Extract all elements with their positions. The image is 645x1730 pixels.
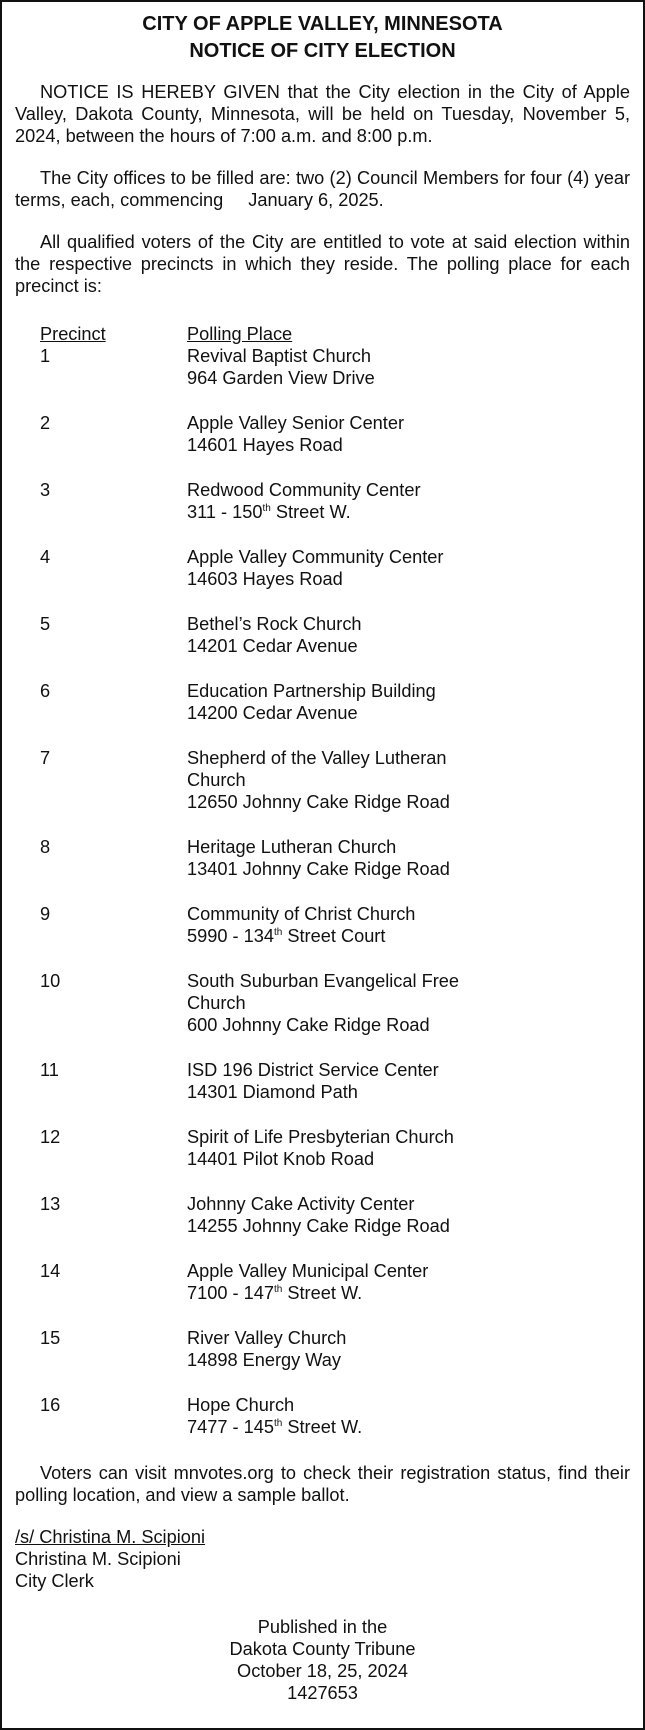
precinct-number: 11 bbox=[40, 1060, 59, 1080]
precinct-row bbox=[15, 412, 630, 456]
polling-place-name: Apple Valley Senior Center bbox=[187, 413, 405, 433]
polling-place-address bbox=[187, 1148, 487, 1170]
address-main: 14603 Hayes Road bbox=[187, 569, 343, 589]
polling-place-name: Heritage Lutheran Church bbox=[187, 837, 397, 857]
polling-place-address bbox=[187, 367, 487, 389]
precinct-row bbox=[15, 1260, 630, 1304]
polling-place-address bbox=[187, 1215, 487, 1237]
polling-place bbox=[187, 836, 487, 880]
address-main: 14898 Energy Way bbox=[187, 1350, 342, 1370]
polling-place bbox=[187, 1394, 487, 1438]
address-main: 14200 Cedar Avenue bbox=[187, 703, 358, 723]
publication-info bbox=[15, 1616, 630, 1704]
offices-date: January 6, 2025. bbox=[248, 190, 384, 210]
precinct-row bbox=[15, 1394, 630, 1438]
address-ordinal-suffix: th bbox=[273, 1284, 283, 1295]
notice-title-line2: NOTICE OF CITY ELECTION bbox=[189, 40, 456, 62]
address-main: 5990 - 134 bbox=[187, 926, 274, 946]
polling-place-address bbox=[187, 568, 487, 590]
address-main: 13401 Johnny Cake Ridge Road bbox=[187, 859, 450, 879]
polling-place bbox=[187, 1059, 487, 1103]
signer-title: City Clerk bbox=[15, 1571, 94, 1591]
precinct-row bbox=[15, 546, 630, 590]
precinct-row bbox=[15, 1059, 630, 1103]
column-header-precinct: Precinct bbox=[40, 324, 106, 344]
signature-block bbox=[15, 1526, 630, 1592]
precinct-row bbox=[15, 747, 630, 813]
precinct-number: 10 bbox=[40, 971, 61, 991]
polling-place-name: ISD 196 District Service Center bbox=[187, 1060, 439, 1080]
address-main: 14301 Diamond Path bbox=[187, 1082, 358, 1102]
polling-place bbox=[187, 747, 487, 813]
precinct-number: 16 bbox=[40, 1395, 61, 1415]
precinct-number: 8 bbox=[40, 837, 51, 857]
polling-place-name: Education Partnership Building bbox=[187, 681, 436, 701]
polling-place-address bbox=[187, 1014, 487, 1036]
address-street: Street W. bbox=[282, 1417, 363, 1437]
polling-place-address bbox=[187, 925, 487, 947]
polling-place-name: Johnny Cake Activity Center bbox=[187, 1194, 415, 1214]
address-ordinal-suffix: th bbox=[273, 927, 283, 938]
address-main: 600 Johnny Cake Ridge Road bbox=[187, 1015, 430, 1035]
precinct-row bbox=[15, 1193, 630, 1237]
address-street: Street Court bbox=[282, 926, 386, 946]
precinct-row bbox=[15, 345, 630, 389]
precinct-number: 2 bbox=[40, 413, 51, 433]
precinct-number: 15 bbox=[40, 1328, 61, 1348]
notice-title-line1: CITY OF APPLE VALLEY, MINNESOTA bbox=[142, 13, 503, 35]
polling-place-address bbox=[187, 858, 487, 880]
precinct-row bbox=[15, 479, 630, 523]
polling-place-address bbox=[187, 1081, 487, 1103]
precinct-list bbox=[15, 345, 630, 1438]
precinct-number: 6 bbox=[40, 681, 51, 701]
precinct-number: 12 bbox=[40, 1127, 61, 1147]
polling-place-name: Apple Valley Municipal Center bbox=[187, 1261, 429, 1281]
polling-place-name: South Suburban Evangelical Free Church bbox=[187, 971, 459, 1013]
polling-place bbox=[187, 680, 487, 724]
precinct-number: 1 bbox=[40, 346, 51, 366]
precinct-row bbox=[15, 903, 630, 947]
precinct-number: 9 bbox=[40, 904, 51, 924]
precinct-row bbox=[15, 1327, 630, 1371]
polling-place bbox=[187, 1126, 487, 1170]
address-ordinal-suffix: th bbox=[262, 503, 271, 514]
address-ordinal-suffix: th bbox=[273, 1418, 283, 1429]
precinct-number: 7 bbox=[40, 748, 51, 768]
address-street: Street W. bbox=[282, 1283, 363, 1303]
published-line2: Dakota County Tribune bbox=[229, 1639, 416, 1659]
polling-place bbox=[187, 1260, 487, 1304]
polling-place-address bbox=[187, 434, 487, 456]
polling-place-address bbox=[187, 1349, 487, 1371]
precinct-row bbox=[15, 836, 630, 880]
polling-place-name: Redwood Community Center bbox=[187, 480, 421, 500]
polling-place-name: Bethel’s Rock Church bbox=[187, 614, 362, 634]
precinct-row bbox=[15, 680, 630, 724]
precinct-row bbox=[15, 613, 630, 657]
voters-info-paragraph: Voters can visit mnvotes.org to check their registration status, find their polling location, and view a sample ballot. bbox=[15, 1463, 630, 1505]
column-header-polling-place: Polling Place bbox=[187, 324, 293, 344]
precinct-number: 4 bbox=[40, 547, 51, 567]
polling-place-address bbox=[187, 1282, 487, 1304]
polling-place bbox=[187, 479, 487, 523]
offices-paragraph bbox=[15, 167, 630, 211]
published-line4: 1427653 bbox=[287, 1683, 358, 1703]
polling-place-name: River Valley Church bbox=[187, 1328, 347, 1348]
polling-place-address bbox=[187, 791, 487, 813]
address-main: 14401 Pilot Knob Road bbox=[187, 1149, 375, 1169]
polling-place bbox=[187, 546, 487, 590]
address-street: Street W. bbox=[270, 502, 351, 522]
polling-place bbox=[187, 903, 487, 947]
address-main: 14601 Hayes Road bbox=[187, 435, 343, 455]
precinct-row bbox=[15, 970, 630, 1036]
address-main: 964 Garden View Drive bbox=[187, 368, 375, 388]
polling-place-name: Spirit of Life Presbyterian Church bbox=[187, 1127, 454, 1147]
address-main: 7477 - 145 bbox=[187, 1417, 274, 1437]
polling-place bbox=[187, 613, 487, 657]
address-main: 14201 Cedar Avenue bbox=[187, 636, 358, 656]
polling-place-name: Shepherd of the Valley Lutheran Church bbox=[187, 748, 447, 790]
polling-place bbox=[187, 1193, 487, 1237]
precinct-row bbox=[15, 1126, 630, 1170]
polling-place bbox=[187, 970, 487, 1036]
signature: /s/ Christina M. Scipioni bbox=[15, 1527, 206, 1547]
precinct-table-header bbox=[15, 323, 630, 345]
published-line1: Published in the bbox=[257, 1617, 388, 1637]
address-main: 7100 - 147 bbox=[187, 1283, 274, 1303]
precinct-number: 5 bbox=[40, 614, 51, 634]
polling-place-name: Revival Baptist Church bbox=[187, 346, 371, 366]
polling-place bbox=[187, 345, 487, 389]
precinct-number: 3 bbox=[40, 480, 51, 500]
precinct-number: 13 bbox=[40, 1194, 61, 1214]
precinct-number: 14 bbox=[40, 1261, 61, 1281]
polling-place-address bbox=[187, 702, 487, 724]
polling-place-address bbox=[187, 501, 487, 523]
polling-place-name: Community of Christ Church bbox=[187, 904, 416, 924]
address-main: 12650 Johnny Cake Ridge Road bbox=[187, 792, 450, 812]
polling-place bbox=[187, 1327, 487, 1371]
polling-place-name: Hope Church bbox=[187, 1395, 295, 1415]
polling-place-address bbox=[187, 635, 487, 657]
polling-place-address bbox=[187, 1416, 487, 1438]
polling-place-name: Apple Valley Community Center bbox=[187, 547, 444, 567]
intro-paragraph: NOTICE IS HEREBY GIVEN that the City election in the City of Apple Valley, Dakota County, Minnesota, will be held on Tuesday, November 5, 2024, between the hours of 7:00 a.m. and 8:00 p.m. bbox=[15, 82, 630, 146]
offices-text: The City offices to be filled are: two (2) Council Members for four (4) year terms, each, commencing bbox=[15, 168, 630, 210]
published-line3: October 18, 25, 2024 bbox=[237, 1661, 408, 1681]
polling-place bbox=[187, 412, 487, 456]
signer-name: Christina M. Scipioni bbox=[15, 1549, 181, 1569]
voters-intro-paragraph: All qualified voters of the City are entitled to vote at said election within the respective precincts in which they reside. The polling place for each precinct is: bbox=[15, 232, 630, 296]
address-main: 311 - 150 bbox=[187, 502, 263, 522]
address-main: 14255 Johnny Cake Ridge Road bbox=[187, 1216, 450, 1236]
